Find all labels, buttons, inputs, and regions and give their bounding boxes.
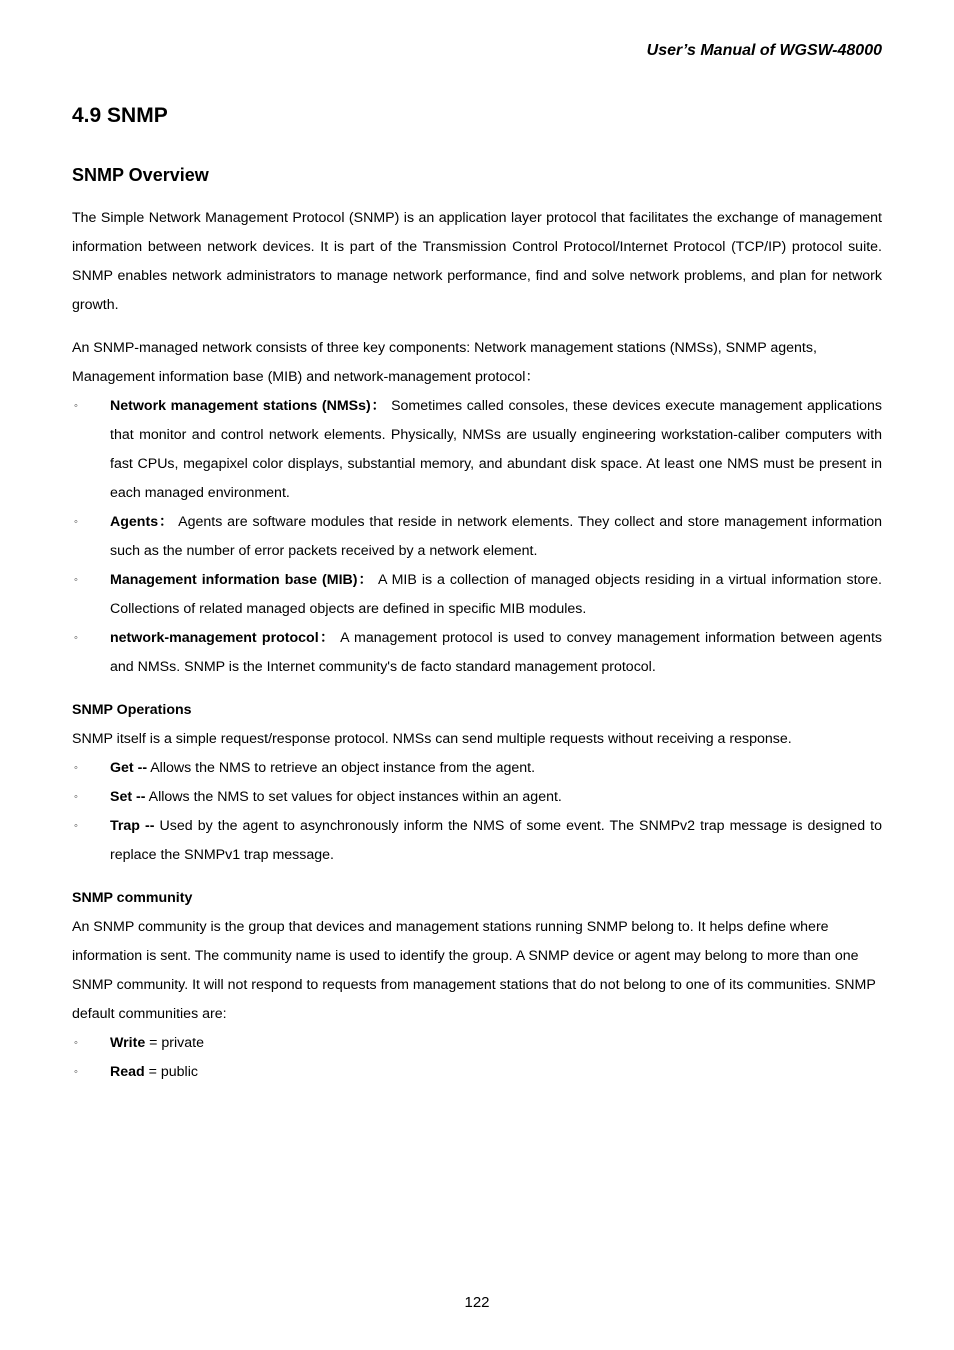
item-term: Set -- bbox=[110, 789, 146, 805]
item-text: = private bbox=[149, 1035, 204, 1051]
overview-paragraph-2: An SNMP-managed network consists of three key components: Network management stations (NMSs), SNMP agents, Management information base (MIB) and network-management protocol： bbox=[72, 340, 817, 385]
item-text: Allows the NMS to set values for object instances within an agent. bbox=[148, 789, 562, 805]
operations-title: SNMP Operations bbox=[72, 702, 192, 718]
bullet-icon: ◦ bbox=[74, 516, 78, 528]
bullet-icon: ◦ bbox=[74, 574, 78, 586]
overview-title: SNMP Overview bbox=[72, 165, 209, 185]
item-term: Agents： bbox=[110, 514, 175, 530]
item-text: Allows the NMS to retrieve an object instance from the agent. bbox=[150, 760, 536, 776]
item-text: Sometimes called consoles, these devices execute management applications that monitor and control network elements. Physically, NMSs are usually engineering workstation-caliber computers with fast CPUs, megapixel color displays, substantial memory, and abundant disk space. At least one NMS must be present in each managed environment. bbox=[110, 398, 882, 501]
item-term: Trap -- bbox=[110, 818, 155, 834]
bullet-icon: ◦ bbox=[74, 762, 78, 774]
list-item bbox=[72, 624, 882, 682]
item-text: Agents are software modules that reside in network elements. They collect and store management information such as the number of error packets received by a network element. bbox=[110, 514, 882, 559]
bullet-icon: ◦ bbox=[74, 820, 78, 832]
item-text: A MIB is a collection of managed objects residing in a virtual information store. Collections of related managed objects are defined in specific MIB modules. bbox=[110, 572, 882, 617]
item-term: Network management stations (NMSs)： bbox=[110, 398, 387, 414]
list-item bbox=[72, 508, 882, 566]
community-list bbox=[72, 1029, 882, 1087]
item-term: network-management protocol： bbox=[110, 630, 336, 646]
list-item bbox=[72, 783, 882, 812]
bullet-icon: ◦ bbox=[74, 400, 78, 412]
manual-title: User’s Manual of WGSW-48000 bbox=[646, 42, 882, 59]
bullet-icon: ◦ bbox=[74, 1037, 78, 1049]
list-item bbox=[72, 1029, 882, 1058]
list-item bbox=[72, 392, 882, 508]
list-item bbox=[72, 812, 882, 870]
list-item bbox=[72, 1058, 882, 1087]
item-term: Management information base (MIB)： bbox=[110, 572, 374, 588]
item-term: Get -- bbox=[110, 760, 148, 776]
item-text: A management protocol is used to convey management information between agents and NMSs. SNMP is the Internet community's de facto standard management protocol. bbox=[110, 630, 882, 675]
community-intro: An SNMP community is the group that devices and management stations running SNMP belong to. It helps define where information is sent. The community name is used to identify the group. A SNMP device or agent may belong to more than one SNMP community. It will not respond to requests from management stations that do not belong to one of its communities. SNMP default communities are: bbox=[72, 919, 876, 1022]
operations-list bbox=[72, 754, 882, 870]
community-title: SNMP community bbox=[72, 890, 193, 906]
overview-paragraph-1: The Simple Network Management Protocol (SNMP) is an application layer protocol that facilitates the exchange of management information between network devices. It is part of the Transmission Control Protocol/Internet Protocol (TCP/IP) protocol suite. SNMP enables network administrators to manage network performance, find and solve network problems, and plan for network growth. bbox=[72, 210, 882, 313]
item-text: Used by the agent to asynchronously inform the NMS of some event. The SNMPv2 trap message is designed to replace the SNMPv1 trap message. bbox=[110, 818, 882, 863]
bullet-icon: ◦ bbox=[74, 632, 78, 644]
list-item bbox=[72, 754, 882, 783]
operations-intro: SNMP itself is a simple request/response protocol. NMSs can send multiple requests without receiving a response. bbox=[72, 731, 792, 747]
section-title: 4.9 SNMP bbox=[72, 104, 168, 127]
item-term: Read bbox=[110, 1064, 145, 1080]
item-term: Write bbox=[110, 1035, 146, 1051]
page-number: 122 bbox=[464, 1294, 490, 1311]
overview-body bbox=[72, 204, 882, 1087]
bullet-icon: ◦ bbox=[74, 791, 78, 803]
components-list bbox=[72, 392, 882, 682]
item-text: = public bbox=[148, 1064, 198, 1080]
list-item bbox=[72, 566, 882, 624]
bullet-icon: ◦ bbox=[74, 1066, 78, 1078]
